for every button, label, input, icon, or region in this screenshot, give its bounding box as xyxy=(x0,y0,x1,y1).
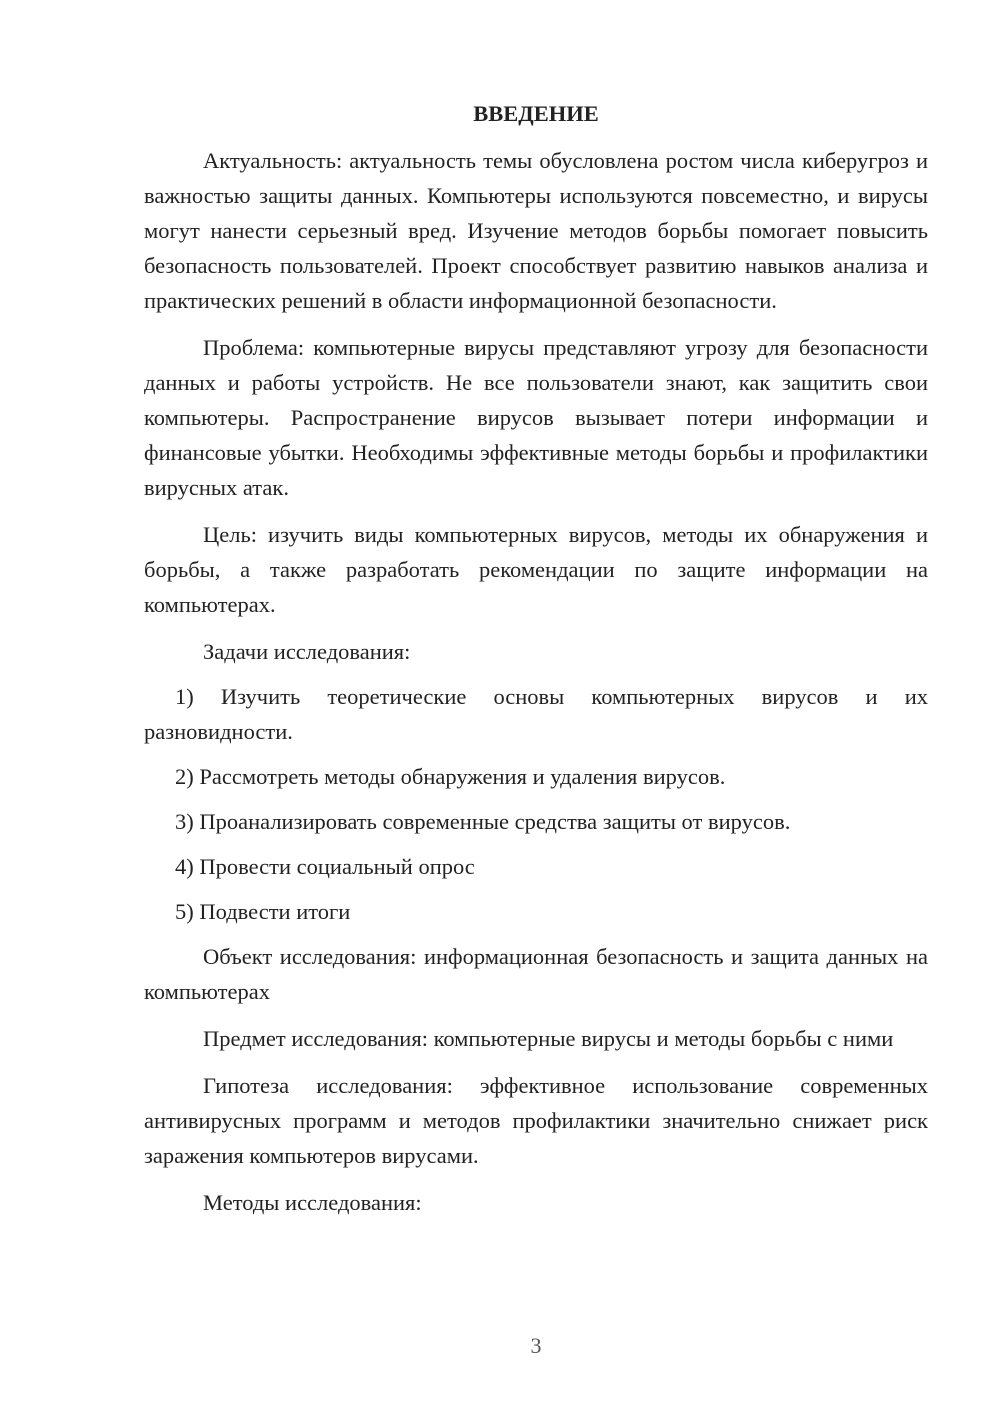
object-paragraph: Объект исследования: информационная безопасность и защита данных на компьютерах xyxy=(144,944,928,1004)
tasks-heading: Задачи исследования: xyxy=(203,639,411,664)
problem-paragraph: Проблема: компьютерные вирусы представляют угрозу для безопасности данных и работы устройств. Не все пользователи знают, как защитить свои компьютеры. Распространение вирусов вызывает потери информации и финансовые убытки. Необходимы эффективные методы борьбы и профилактики вирусных атак. xyxy=(144,335,928,500)
goal-paragraph: Цель: изучить виды компьютерных вирусов, методы их обнаружения и борьбы, а также разработать рекомендации по защите информации на компьютерах. xyxy=(144,522,928,617)
subject-paragraph: Предмет исследования: компьютерные вирусы и методы борьбы с ними xyxy=(203,1026,894,1051)
hypothesis-paragraph: Гипотеза исследования: эффективное использование современных антивирусных программ и методов профилактики значительно снижает риск заражения компьютеров вирусами. xyxy=(144,1073,928,1168)
section-title: ВВЕДЕНИЕ xyxy=(473,101,599,126)
task-item-2: 2) Рассмотреть методы обнаружения и удаления вирусов. xyxy=(175,764,726,789)
relevance-paragraph: Актуальность: актуальность темы обусловлена ростом числа киберугроз и важностью защиты данных. Компьютеры используются повсеместно, и вирусы могут нанести серьезный вред. Изучение методов борьбы помогает повысить безопасность пользователей. Проект способствует развитию навыков анализа и практических решений в области информационной безопасности. xyxy=(144,148,928,313)
task-item-3: 3) Проанализировать современные средства защиты от вирусов. xyxy=(175,809,791,834)
methods-heading: Методы исследования: xyxy=(203,1190,422,1215)
task-item-5: 5) Подвести итоги xyxy=(175,899,351,924)
tasks-list xyxy=(144,679,928,929)
task-item-4: 4) Провести социальный опрос xyxy=(175,854,475,879)
page-number: 3 xyxy=(530,1333,542,1358)
page-content xyxy=(144,96,928,1232)
task-item-1: 1) Изучить теоретические основы компьютерных вирусов и их разновидности. xyxy=(144,684,928,744)
